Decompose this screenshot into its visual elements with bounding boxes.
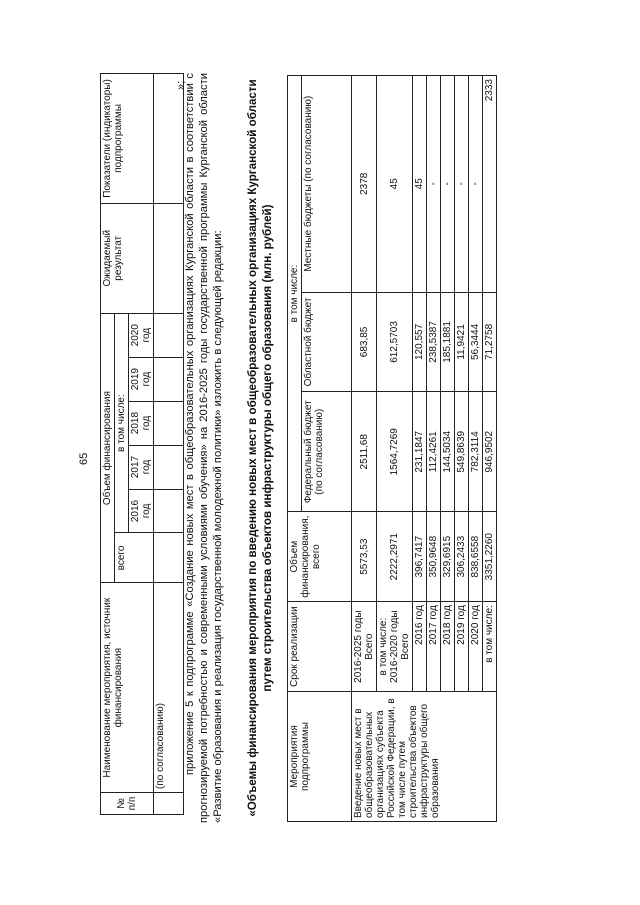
top-table <box>100 73 184 815</box>
top-year: 2019 год <box>129 357 154 401</box>
volume-cell: 5573,53 <box>352 512 377 602</box>
volume-cell: 3351,2260 <box>483 512 497 602</box>
top-col-num: № п/п <box>101 793 154 815</box>
volume-cell: 2222,2971 <box>377 512 413 602</box>
federal-cell: 112,4261 <box>427 392 441 512</box>
regional-cell: 185,1881 <box>441 292 455 392</box>
regional-cell: 71,2758 <box>483 292 497 392</box>
top-year: 2016 год <box>129 489 154 533</box>
top-col-name: Наименование мероприятия, источник финансирования <box>101 583 154 793</box>
term-cell: в том числе: 2016-2020 годы Всего <box>377 602 413 692</box>
top-col-total: всего <box>115 533 154 583</box>
regional-cell: 120,557 <box>413 292 427 392</box>
table-title: «Объемы финансирования мероприятия по введению новых мест в общеобразовательных организациях Курганской области путем строительства объектов инфраструктуры общего образования (млн. рублей) <box>246 79 274 817</box>
volume-cell: 306,2433 <box>455 512 469 602</box>
h-federal: Федеральный бюджет (по согласованию) <box>302 392 352 512</box>
h-volume: Объем финансирования, всего <box>288 512 352 602</box>
term-cell: 2018 год <box>441 602 455 692</box>
regional-cell: 612,5703 <box>377 292 413 392</box>
top-year: 2017 год <box>129 445 154 489</box>
amendment-paragraph <box>183 73 225 823</box>
top-col-incl: в том числе: <box>115 313 129 533</box>
local-cell: 45 <box>377 76 413 293</box>
federal-cell: 231,1847 <box>413 392 427 512</box>
volume-cell: 350,9648 <box>427 512 441 602</box>
local-cell: 45 <box>413 76 427 293</box>
local-cell: - <box>427 76 441 293</box>
federal-cell: 549,8639 <box>455 392 469 512</box>
term-cell: 2016-2025 годы Всего <box>352 602 377 692</box>
top-year: 2020 год <box>129 313 154 357</box>
federal-cell: 782,3114 <box>469 392 483 512</box>
local-cell: - <box>469 76 483 293</box>
top-col-result: Ожидаемый результат <box>101 203 154 313</box>
quote-end: »; <box>175 80 187 90</box>
h-regional: Областной бюджет <box>302 292 352 392</box>
federal-cell: 946,9502 <box>483 392 497 512</box>
h-incl: в том числе: <box>288 76 302 512</box>
term-cell: 2020 год <box>469 602 483 692</box>
top-year: 2018 год <box>129 401 154 445</box>
volume-cell: 396,7417 <box>413 512 427 602</box>
regional-cell: 11,9421 <box>455 292 469 392</box>
h-local: Местные бюджеты (по согласованию) <box>302 76 352 293</box>
volume-cell: 329,6915 <box>441 512 455 602</box>
financing-table <box>287 75 497 822</box>
term-cell: 2019 год <box>455 602 469 692</box>
regional-cell: 238,5387 <box>427 292 441 392</box>
h-term: Срок реализации <box>288 602 352 692</box>
top-row-text: (по согласованию) <box>154 583 184 793</box>
measure-cell: Введение новых мест в общеобразовательных организациях субъекта Российской Федерации, в том числе путем строительства объектов инфраструктуры общего образования <box>352 692 497 822</box>
term-cell: 2017 год <box>427 602 441 692</box>
page-number: 65 <box>78 452 90 465</box>
volume-cell: 838,6558 <box>469 512 483 602</box>
regional-cell: 683,85 <box>352 292 377 392</box>
term-cell: в том числе: <box>483 602 497 692</box>
federal-cell: 2511,68 <box>352 392 377 512</box>
h-measures: Мероприятия подпрограммы <box>288 692 352 822</box>
local-cell: 2378 <box>352 76 377 293</box>
local-cell: - <box>455 76 469 293</box>
table-row <box>352 76 377 822</box>
paragraph-text: приложение 5 к подпрограмме «Создание новых мест в общеобразовательных организациях Курганской области в соответствии с прогнозируемой потребностью и современными условиями обучения» на 2016-2025 годы государственной программы Курганской области «Развитие образования и реализация государственной молодежной политики» изложить в следующей редакции: <box>184 73 224 823</box>
local-cell: 2333 <box>483 76 497 293</box>
federal-cell: 144,5034 <box>441 392 455 512</box>
term-cell: 2016 год <box>413 602 427 692</box>
regional-cell: 56,3444 <box>469 292 483 392</box>
top-col-indicators: Показатели (индикаторы) подпрограммы <box>101 74 154 204</box>
federal-cell: 1564,7269 <box>377 392 413 512</box>
local-cell: - <box>441 76 455 293</box>
top-col-volume: Объем финансирования <box>101 313 115 583</box>
